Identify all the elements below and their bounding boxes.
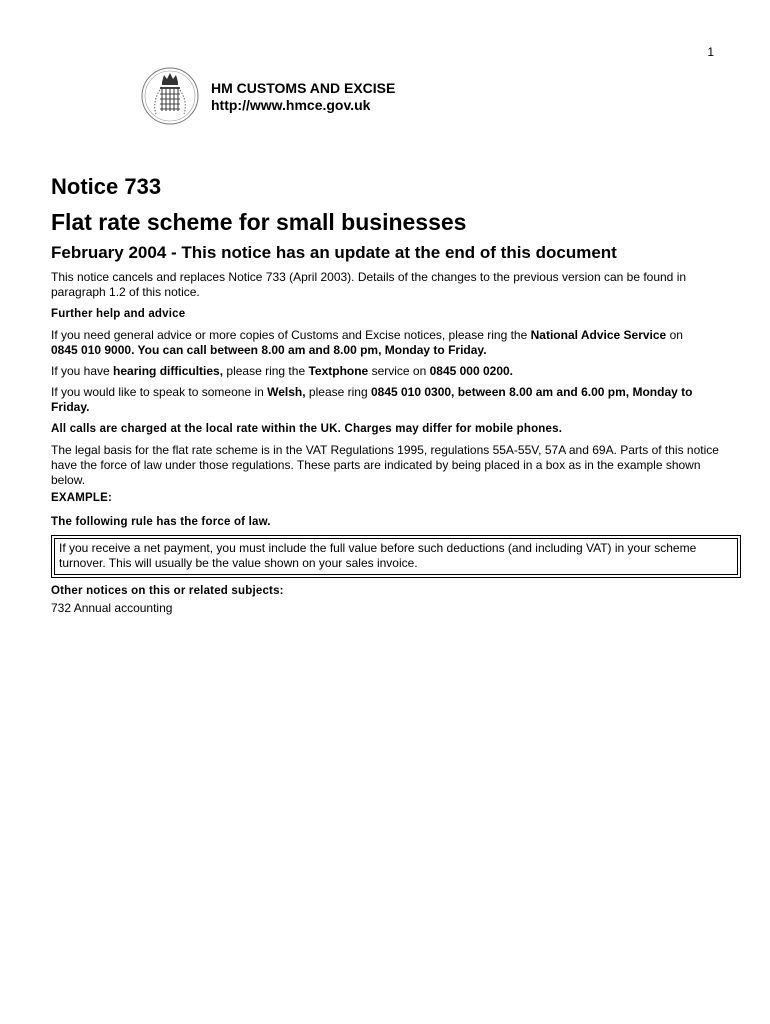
textphone-number: 0845 000 0200. <box>429 364 514 378</box>
hearing-paragraph: If you have hearing difficulties, please ring the Textphone service on 0845 000 0200. <box>51 364 514 378</box>
national-advice-service: National Advice Service <box>530 328 667 342</box>
example-rule-heading: The following rule has the force of law. <box>51 516 271 528</box>
force-of-law-box-text: If you receive a net payment, you must include the full value before such deductions (and including VAT) in your scheme turnover. This will usually be the value shown on your sales invoice. <box>54 538 738 575</box>
example-label: EXAMPLE: <box>51 492 113 504</box>
welsh-paragraph: If you would like to speak to someone in Welsh, please ring 0845 010 0300, between 8.00 am and 6.00 pm, Monday to Friday. <box>51 385 693 414</box>
force-of-law-box <box>51 535 741 578</box>
notice-title: Flat rate scheme for small businesses <box>51 209 467 235</box>
organisation-website: http://www.hmce.gov.uk <box>211 97 371 113</box>
notice-content <box>51 172 721 616</box>
royal-crest-portcullis-icon <box>140 66 200 126</box>
notice-date-line: February 2004 - This notice has an update at the end of this document <box>51 243 617 262</box>
advice-paragraph: If you need general advice or more copies of Customs and Excise notices, please ring the National Advice Service on 0845 010 9000. You can call between 8.00 am and 8.00 pm, Monday to Friday. <box>51 328 683 357</box>
page-number: 1 <box>707 45 714 59</box>
organisation-name: HM CUSTOMS AND EXCISE <box>211 80 396 96</box>
charges-notice: All calls are charged at the local rate within the UK. Charges may differ for mobile phones. <box>51 423 563 435</box>
related-notices-heading: Other notices on this or related subjects: <box>51 585 284 597</box>
organisation-block <box>211 80 395 114</box>
textphone-service: Textphone <box>308 364 369 378</box>
help-heading: Further help and advice <box>51 308 186 320</box>
related-notice-item: 732 Annual accounting <box>51 601 173 615</box>
welsh-number: 0845 010 0300, between 8.00 am and 6.00 pm, Monday to Friday. <box>51 385 693 414</box>
legal-basis-paragraph: The legal basis for the flat rate scheme is in the VAT Regulations 1995, regulations 55A-55V, 57A and 69A. Parts of this notice have the force of law under those regulations. These parts are indicated by being placed in a box as in the example shown below. <box>51 443 719 487</box>
notice-number: Notice 733 <box>51 174 162 199</box>
advice-number: 0845 010 9000. You can call between 8.00 am and 8.00 pm, Monday to Friday. <box>51 343 487 357</box>
cancels-paragraph: This notice cancels and replaces Notice 733 (April 2003). Details of the changes to the previous version can be found in paragraph 1.2 of this notice. <box>51 270 687 299</box>
